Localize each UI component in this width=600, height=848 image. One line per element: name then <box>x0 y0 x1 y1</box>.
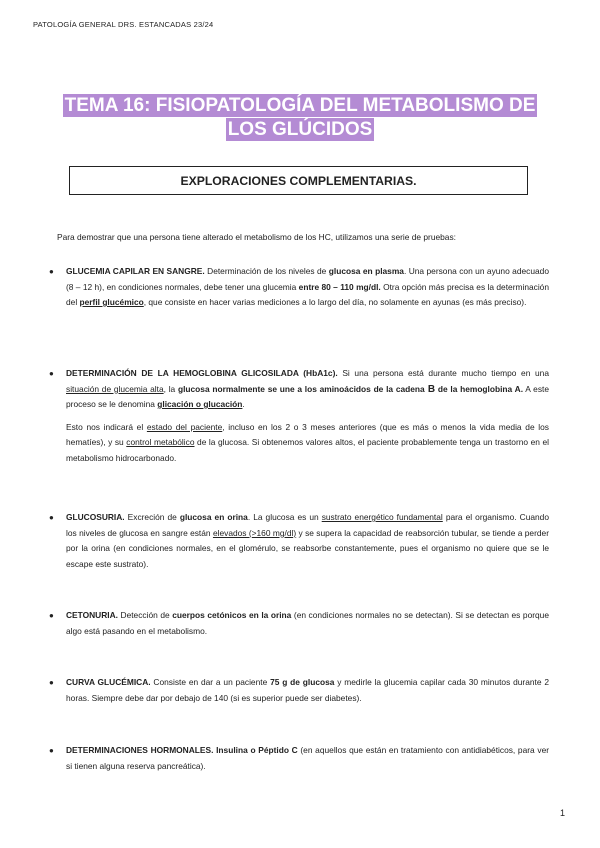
list-item-glucemia <box>49 264 549 311</box>
bullet-icon: ● <box>49 611 54 620</box>
item-paragraph-2: Esto nos indicará el estado del paciente, incluso en los 2 o 3 meses anteriores (que es más o menos la vida media de los hematíes), y su control metabólico de la glucosa. Si obtenemos valores altos, el paciente probablemente tenga un trastorno en el metabolismo hidrocarbonado. <box>66 421 550 463</box>
title-line-2: LOS GLÚCIDOS <box>227 119 373 140</box>
bullet-icon: ● <box>49 369 54 378</box>
section-heading-box: EXPLORACIONES COMPLEMENTARIAS. <box>69 166 528 195</box>
bullet-icon: ● <box>49 678 54 687</box>
list-item-hormonales <box>49 743 549 774</box>
page-number: 1 <box>560 808 566 818</box>
page-title <box>0 94 600 142</box>
bullet-icon: ● <box>49 746 54 755</box>
list-item-curva-glucemica <box>49 675 549 706</box>
item-paragraph: DETERMINACIONES HORMONALES. Insulina o Péptido C (en aquellos que están en tratamiento con antidiabéticos, para ver si tienen alguna reserva pancreática). <box>66 745 550 771</box>
bullet-icon: ● <box>49 513 54 522</box>
title-line-1: TEMA 16: FISIOPATOLOGÍA DEL METABOLISMO DE <box>64 95 536 116</box>
list-item-hba1c <box>49 366 549 466</box>
list-item-glucosuria <box>49 510 549 572</box>
list-item-cetonuria <box>49 608 549 639</box>
item-paragraph: GLUCOSURIA. Excreción de glucosa en orina. La glucosa es un sustrato energético fundamental para el organismo. Cuando los niveles de glucosa en sangre están elevados (>160 mg/dl) y se supera la capacidad de reabsorción tubular, se tiende a perder por la orina (en condiciones normales, en el glomérulo, se reabsorbe constantemente, pues el organismo no quiere que se le escape este sustrato). <box>66 512 549 569</box>
intro-paragraph: Para demostrar que una persona tiene alterado el metabolismo de los HC, utilizamos una serie de pruebas: <box>57 232 456 242</box>
bullet-icon: ● <box>49 267 54 276</box>
item-paragraph: CETONURIA. Detección de cuerpos cetónicos en la orina (en condiciones normales no se detectan). Si se detectan es porque algo está pasando en el metabolismo. <box>66 610 549 636</box>
running-header: PATOLOGÍA GENERAL DRS. ESTANCADAS 23/24 <box>33 20 214 29</box>
item-paragraph: GLUCEMIA CAPILAR EN SANGRE. Determinación de los niveles de glucosa en plasma. Una persona con un ayuno adecuado (8 – 12 h), en condiciones normales, debe tener una glucemia entre 80 – 110 mg/dl. Otra opción más precisa es la determinación del perfil glucémico, que consiste en hacer varias mediciones a lo largo del día, no solamente en ayunas (es más preciso). <box>66 266 549 307</box>
item-paragraph: DETERMINACIÓN DE LA HEMOGLOBINA GLICOSILADA (HbA1c). Si una persona está durante mucho tiempo en una situación de glucemia alta, la glucosa normalmente se une a los aminoácidos de la cadena B de la hemoglobina A. A este proceso se le denomina glicación o glucación. <box>66 368 550 409</box>
item-paragraph: CURVA GLUCÉMICA. Consiste en dar a un paciente 75 g de glucosa y medirle la glucemia capilar cada 30 minutos durante 2 horas. Siempre debe dar por debajo de 140 (si es superior puede ser diabetes). <box>66 677 549 703</box>
